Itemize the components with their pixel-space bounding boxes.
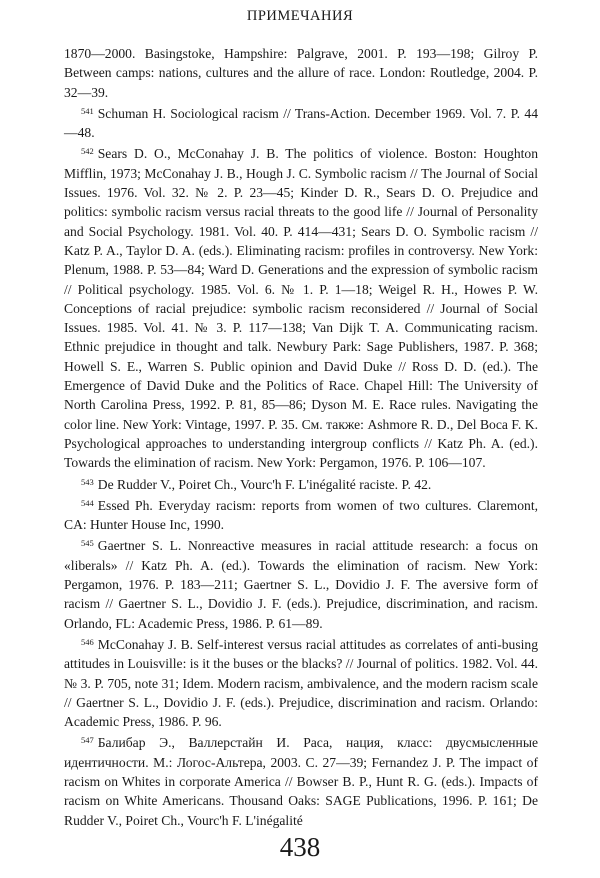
note-text: Essed Ph. Everyday racism: reports from women of two cultures. Claremont, CA: Hunter House Inc, 1990. bbox=[64, 497, 538, 533]
page-number: 438 bbox=[279, 832, 321, 862]
note-text: Schuman H. Sociological racism // Trans-Action. December 1969. Vol. 7. P. 44—48. bbox=[64, 105, 538, 141]
note-text: Sears D. O., McConahay J. B. The politics of violence. Boston: Houghton Mifflin, 1973; McConahay J. B., Hough J. C. Symbolic racism // The Journal of Social Issues. 1976. Vol. 32. № 2. P. 23—45; Kinder D. R., Sears D. O. Prejudice and politics: symbolic racism versus racial threats to the good life // Journal of Personality and Social Psychology. 1981. Vol. 40. P. 414—431; Sears D. O. Symbolic racism // Katz P. A., Taylor D. A. (eds.). Eliminating racism: profiles in controversy. New York: Plenum, 1988. P. 53—84; Ward D. Generations and the expression of symbolic racism // Political psychology. 1985. Vol. 6. № 1. P. 1—18; Weigel R. H., Howes P. W. Conceptions of racial prejudice: symbolic racism reconsidered // Journal of Social Issues. 1985. Vol. 41. № 3. P. 117—138; Van Dijk T. A. Communicating racism. Ethnic prejudice in thought and talk. Newbury Park: Sage Publishers, 1987. P. 368; Howell S. E., Warren S. Public opinion and David Duke // Ross D. D. (ed.). The Emergence of David Duke and the Politics of Race. Chapel Hill: The University of North Carolina Press, 1992. P. 81, 85—86; Dyson M. E. Race rules. Navigating the color line. New York: Vintage, 1997. P. 35. См. также: Ashmore R. D., Del Boca F. K. Psychological approaches to understanding intergroup conflicts // Katz Ph. A. (ed.). Towards the elimination of racism. New York: Pergamon, 1976. P. 106—107. bbox=[64, 146, 538, 471]
note-547 bbox=[64, 731, 538, 829]
note-text: Gaertner S. L. Nonreactive measures in racial attitude research: a focus on «liberals» // Katz Ph. A. (ed.). Towards the elimination of racism. New York: Pergamon, 1976. P. 183—211; Gaertner S. L., Dovidio J. F. The aversive form of racism // Gaertner S. L., Dovidio J. F. (eds.). Prejudice, discrimination, and racism. Orlando, FL: Academic Press, 1986. P. 61—89. bbox=[64, 538, 538, 631]
note-546 bbox=[64, 633, 538, 731]
note-text: 1870—2000. Basingstoke, Hampshire: Palgrave, 2001. P. 193—198; Gilroy P. Between camps: nations, cultures and the allure of race. London: Routledge, 2004. P. 32—39. bbox=[64, 46, 538, 100]
note-542 bbox=[64, 142, 538, 472]
note-545 bbox=[64, 534, 538, 632]
running-header: ПРИМЕЧАНИЯ bbox=[246, 8, 354, 24]
note-continuation bbox=[64, 44, 538, 102]
note-number: 541 bbox=[81, 105, 94, 116]
note-number: 547 bbox=[81, 735, 94, 746]
note-text: Балибар Э., Валлерстайн И. Раса, нация, класс: двусмысленные идентичности. М.: Логос-Альтера, 2003. С. 27—39; Fernandez J. P. The impact of racism on Whites in corporate America // Bowser B. P., Hunt R. G. (eds.). Impacts of racism on White Americans. Thousand Oaks: SAGE Publications, 1996. P. 161; De Rudder V., Poiret Ch., Vourc'h F. L'inégalité bbox=[64, 735, 538, 828]
note-544 bbox=[64, 494, 538, 535]
note-541 bbox=[64, 102, 538, 143]
note-number: 546 bbox=[81, 636, 94, 647]
note-text: McConahay J. B. Self-interest versus racial attitudes as correlates of anti-busing attitudes in Louisville: is it the buses or the blacks? // Journal of politics. 1982. Vol. 44. № 3. P. 705, note 31; Idem. Modern racism, ambivalence, and the modern racism scale // Gaertner S. L., Dovidio J. F. (eds.). Prejudice, discrimination and racism. Orlando: Academic Press, 1986. P. 96. bbox=[64, 636, 538, 730]
note-number: 545 bbox=[81, 538, 94, 549]
note-number: 544 bbox=[81, 497, 94, 508]
note-number: 542 bbox=[81, 146, 94, 157]
note-543 bbox=[64, 473, 538, 494]
notes-body bbox=[64, 44, 538, 830]
note-text: De Rudder V., Poiret Ch., Vourc'h F. L'inégalité raciste. P. 42. bbox=[97, 476, 432, 492]
note-number: 543 bbox=[81, 476, 94, 487]
